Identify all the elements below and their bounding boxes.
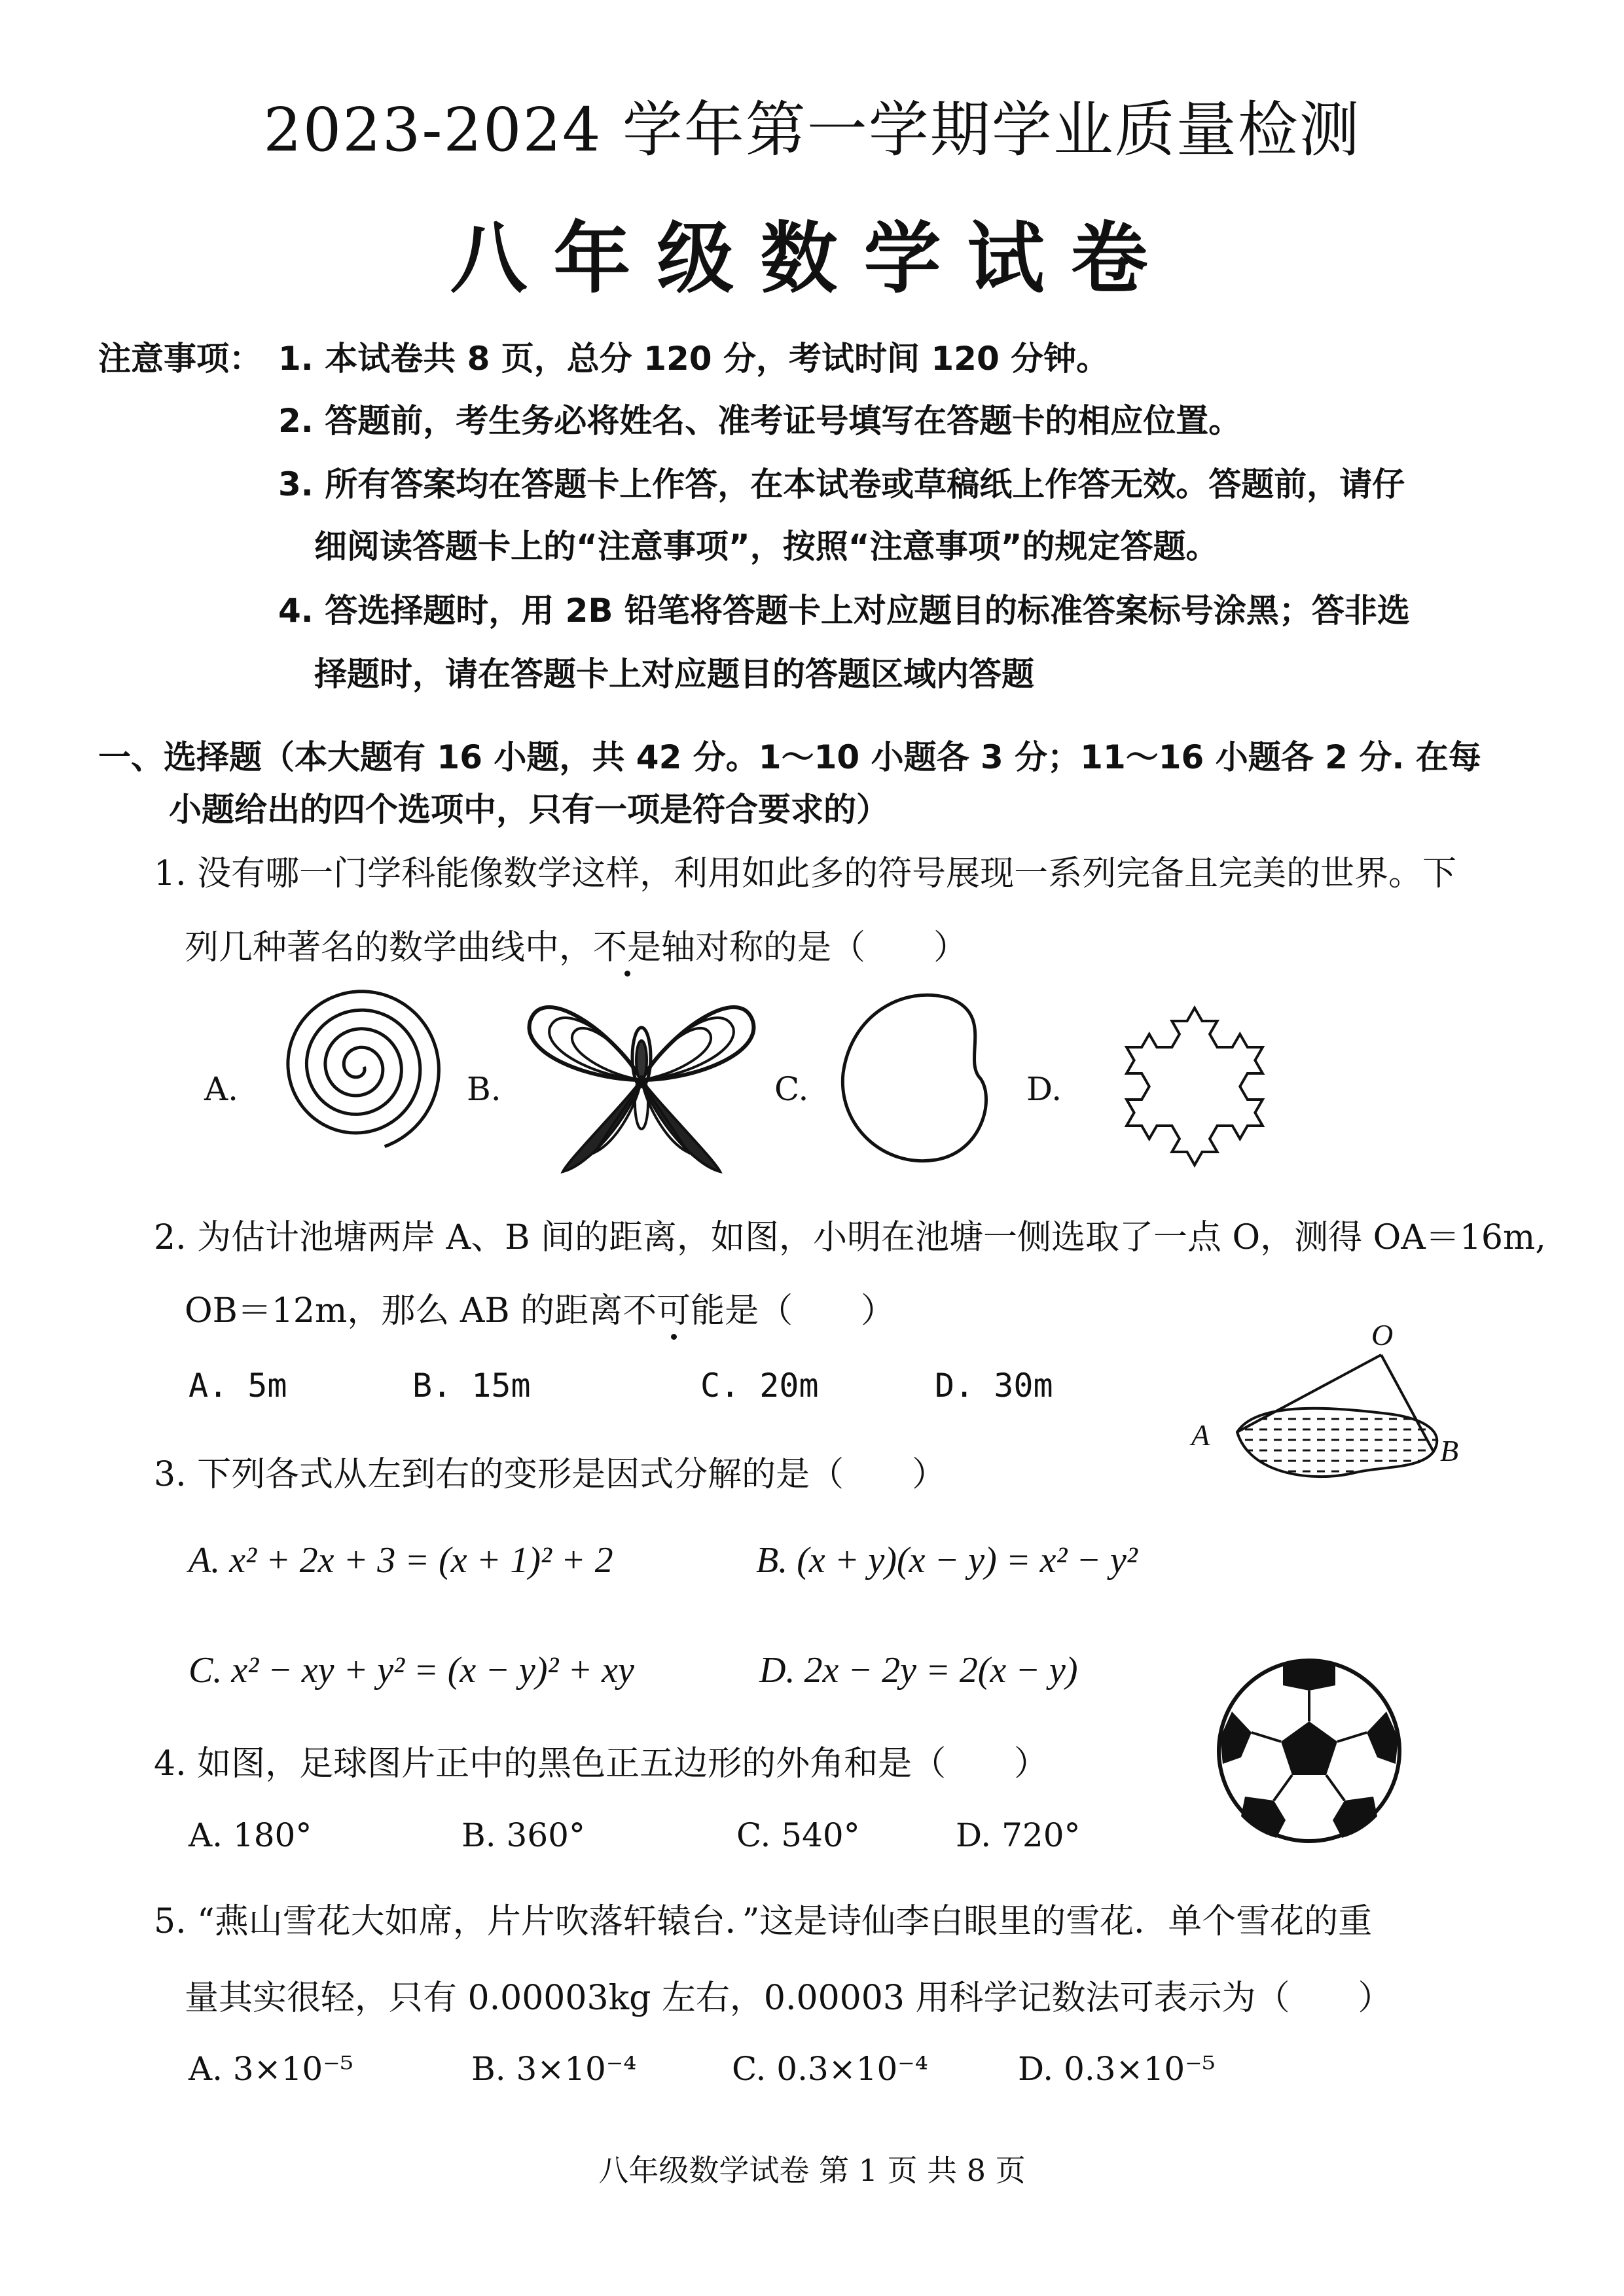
q3-option-c: C. x² − xy + y² = (x − y)² + xy [189,1650,634,1691]
q5-option-c: C. 0.3×10⁻⁴ [732,2050,928,2088]
q1-emphasis: 不是 [593,928,662,967]
q3-option-b: B. (x + y)(x − y) = x² − y² [756,1540,1138,1581]
q5-option-b: B. 3×10⁻⁴ [471,2050,637,2088]
q2-emphasis: 不可能 [623,1291,725,1331]
note-item-4-cont: 择题时，请在答题卡上对应题目的答题区域内答题 [314,655,1034,693]
pond-figure [1172,1309,1486,1505]
q2-option-a: A. 5m [189,1367,287,1405]
q3-option-d: D. 2x − 2y = 2(x − y) [759,1650,1078,1691]
point-a-label: A [1191,1418,1210,1452]
q4-option-a: A. 180° [189,1816,312,1854]
point-b-label: B [1440,1434,1459,1467]
q4-option-b: B. 360° [461,1816,585,1854]
exam-subtitle: 八年级数学试卷 [450,213,1174,304]
q5-stem: 5. “燕山雪花大如席，片片吹落轩辕台．”这是诗仙李白眼里的雪花．单个雪花的重 [154,1902,1373,1941]
q5-option-d: D. 0.3×10⁻⁵ [1018,2050,1216,2088]
note-item-3-cont: 细阅读答题卡上的“注意事项”，按照“注意事项”的规定答题。 [314,528,1219,565]
q2-option-b: B. 15m [412,1367,531,1405]
q5-stem-cont: 量其实很轻，只有 0.00003kg 左右，0.00003 用科学记数法可表示为（ ） [185,1979,1392,2018]
q1-stem-cont: 列几种著名的数学曲线中，不是轴对称的是（ ） [185,928,968,967]
note-item-4: 4. 答选择题时，用 2B 铅笔将答题卡上对应题目的标准答案标号涂黑；答非选 [278,592,1410,630]
q1-option-c: C. [774,1070,809,1108]
q1-option-a: A. [204,1070,239,1108]
q4-option-c: C. 540° [736,1816,860,1854]
note-item-1: 1. 本试卷共 8 页，总分 120 分，考试时间 120 分钟。 [278,340,1110,378]
q2-option-d: D. 30m [935,1367,1053,1405]
section-heading-cont: 小题给出的四个选项中，只有一项是符合要求的） [169,791,889,829]
q4-stem: 4. 如图，足球图片正中的黑色正五边形的外角和是（ ） [154,1744,1049,1784]
point-o-label: O [1371,1318,1394,1352]
butterfly-curve-figure [524,985,759,1175]
note-item-2: 2. 答题前，考生务必将姓名、准考证号填写在答题卡的相应位置。 [278,402,1242,440]
note-item-3: 3. 所有答案均在答题卡上作答，在本试卷或草稿纸上作答无效。答题前，请仔 [278,465,1405,503]
q5-option-a: A. 3×10⁻⁵ [189,2050,353,2088]
q2-option-c: C. 20m [700,1367,819,1405]
section-heading: 一、选择题（本大题有 16 小题，共 42 分。1～10 小题各 3 分；11～16 小题各 2 分. 在每 [98,738,1481,776]
page-footer: 八年级数学试卷 第 1 页 共 8 页 [598,2153,1026,2188]
q4-option-d: D. 720° [956,1816,1081,1854]
cardioid-figure [831,988,1001,1172]
exam-header-title: 2023-2024 学年第一学期学业质量检测 [263,95,1361,165]
q1-option-b: B. [467,1070,501,1108]
q3-stem: 3. 下列各式从左到右的变形是因式分解的是（ ） [154,1455,947,1494]
spiral-figure [262,975,458,1158]
q2-stem: 2. 为估计池塘两岸 A、B 间的距离，如图，小明在池塘一侧选取了一点 O，测得 OA＝16m, [154,1218,1546,1257]
q1-option-d: D. [1026,1070,1062,1108]
q1-stem: 1. 没有哪一门学科能像数学这样，利用如此多的符号展现一系列完备且完美的世界。下 [154,854,1457,893]
soccer-ball-figure [1214,1656,1404,1846]
q3-option-a: A. x² + 2x + 3 = (x + 1)² + 2 [189,1540,613,1581]
notes-label: 注意事项： [98,340,262,378]
q2-stem-cont: OB＝12m，那么 AB 的距离不可能是（ ） [185,1291,895,1331]
koch-snowflake-figure [1087,988,1303,1185]
